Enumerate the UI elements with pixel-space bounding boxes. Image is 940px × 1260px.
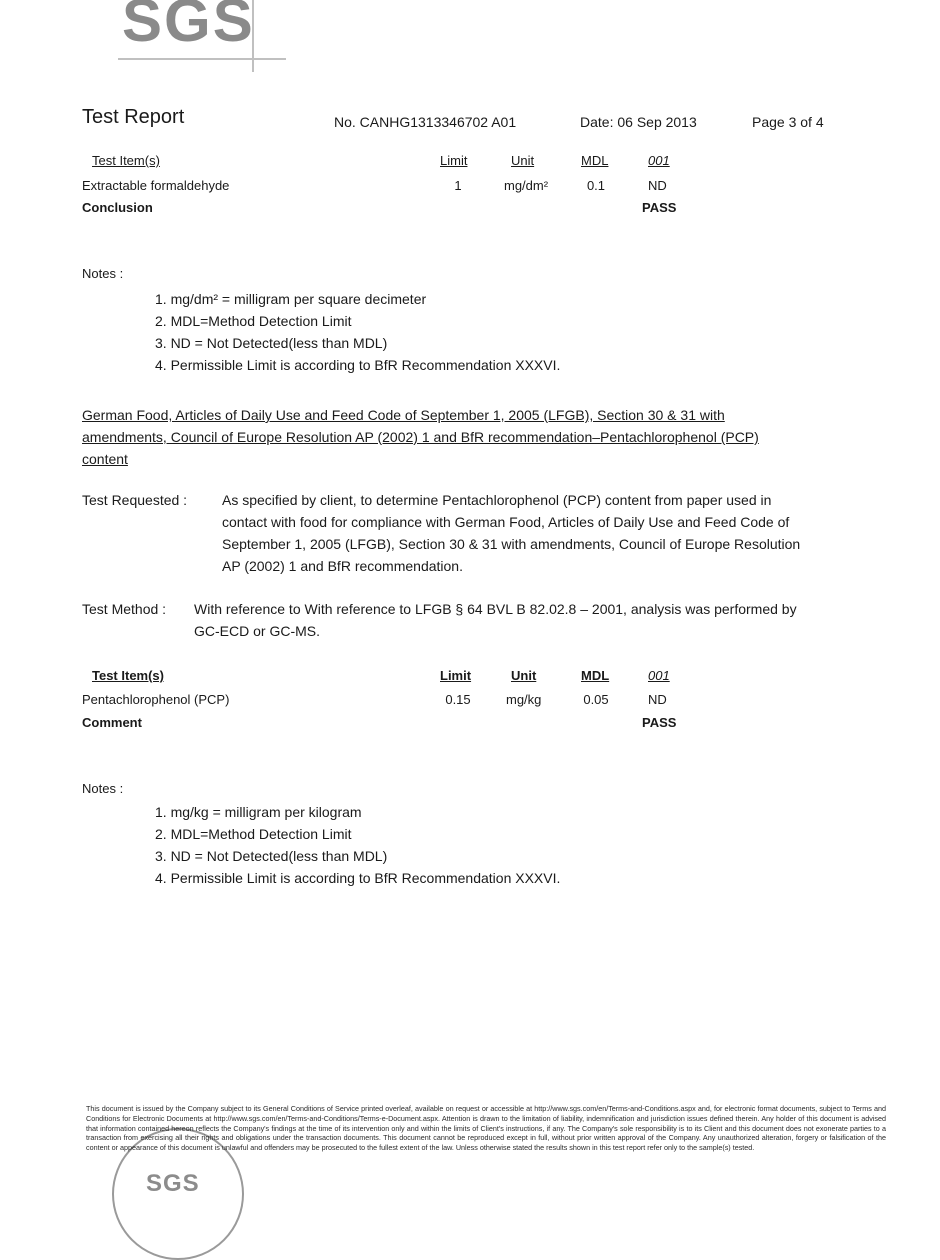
- table-row-unit: mg/dm²: [504, 178, 549, 193]
- table-row-item: Pentachlorophenol (PCP): [82, 692, 230, 707]
- text-line: GC-ECD or GC-MS.: [194, 623, 320, 639]
- col-header-unit: Unit: [511, 668, 537, 683]
- table-row-result: ND: [648, 178, 667, 193]
- notes-label: Notes :: [82, 266, 124, 281]
- note-item: 3. ND = Not Detected(less than MDL): [155, 848, 388, 864]
- section-heading: [82, 404, 759, 470]
- col-header-limit: Limit: [440, 668, 472, 683]
- test-method-text: [194, 598, 797, 642]
- notes-list: [155, 288, 560, 376]
- text-line: contact with food for compliance with German Food, Articles of Daily Use and Feed Code of: [222, 514, 790, 530]
- col-header-test-item: Test Item(s): [92, 153, 160, 168]
- section-heading-line: content: [82, 451, 128, 467]
- col-header-test-item: Test Item(s): [92, 668, 164, 683]
- table-row-unit: mg/kg: [506, 692, 542, 707]
- text-line: With reference to With reference to LFGB § 64 BVL B 82.02.8 – 2001, analysis was performed by: [194, 601, 797, 617]
- table-row-result: ND: [648, 692, 667, 707]
- table-row-limit: 0.15: [445, 692, 471, 707]
- test-method-label: Test Method :: [82, 601, 167, 617]
- col-header-limit: Limit: [440, 153, 468, 168]
- report-title: Test Report: [82, 106, 185, 128]
- col-header-sample: 001: [648, 668, 670, 683]
- section-heading-line: amendments, Council of Europe Resolution AP (2002) 1 and BfR recommendation–Pentachlorophenol (PCP): [82, 429, 759, 445]
- note-item: 2. MDL=Method Detection Limit: [155, 826, 352, 842]
- notes-list: [155, 801, 560, 889]
- col-header-mdl: MDL: [581, 153, 609, 168]
- conclusion-label: Conclusion: [82, 200, 153, 215]
- table-row-mdl: 0.1: [586, 178, 606, 193]
- col-header-unit: Unit: [511, 153, 535, 168]
- report-date: Date: 06 Sep 2013: [580, 114, 697, 130]
- text-line: As specified by client, to determine Pentachlorophenol (PCP) content from paper used in: [222, 492, 772, 508]
- section-heading-line: German Food, Articles of Daily Use and Feed Code of September 1, 2005 (LFGB), Section 30 & 31 with: [82, 407, 725, 423]
- test-requested-text: [222, 489, 800, 577]
- table-row-limit: 1: [454, 178, 462, 193]
- note-item: 4. Permissible Limit is according to BfR Recommendation XXXVI.: [155, 870, 561, 886]
- test-requested-label: Test Requested :: [82, 492, 188, 508]
- note-item: 4. Permissible Limit is according to BfR Recommendation XXXVI.: [155, 357, 561, 373]
- col-header-sample: 001: [648, 153, 670, 168]
- sgs-stamp-logo: SGS: [146, 1170, 200, 1197]
- comment-label: Comment: [82, 715, 142, 730]
- note-item: 1. mg/kg = milligram per kilogram: [155, 804, 362, 820]
- note-item: 1. mg/dm² = milligram per square decimeter: [155, 291, 427, 307]
- footer-disclaimer: This document is issued by the Company subject to its General Conditions of Service printed overleaf, available on request or accessible at http://www.sgs.com/en/Terms-and-Conditions.aspx and, for electronic format documents, subject to Terms and Conditions for Electronic Documents at http://www.sgs.com/en/Terms-and-Conditions/Terms-e-Document.aspx. Attention is drawn to the limitation of liability, indemnification and jurisdiction issues defined therein. Any holder of this document is advised that information contained hereon reflects the Company's findings at the time of its intervention only and within the limits of Client's instructions, if any. The Company's sole responsibility is to its Client and this document does not exonerate parties to a transaction from exercising all their rights and obligations under the transaction documents. This document cannot be reproduced except in full, without prior written approval of the Company. Any unauthorized alteration, forgery or falsification of the content or appearance of this document is unlawful and offenders may be prosecuted to the fullest extent of the law. Unless otherwise stated the results shown in this test report refer only to the sample(s) tested.: [86, 1104, 886, 1153]
- note-item: 3. ND = Not Detected(less than MDL): [155, 335, 388, 351]
- notes-label: Notes :: [82, 781, 124, 796]
- sgs-logo: SGS: [122, 0, 255, 54]
- page-number: Page 3 of 4: [752, 114, 824, 130]
- comment-value: PASS: [642, 715, 677, 730]
- table-row-item: Extractable formaldehyde: [82, 178, 230, 193]
- text-line: September 1, 2005 (LFGB), Section 30 & 31 with amendments, Council of Europe Resolution: [222, 536, 801, 552]
- text-line: AP (2002) 1 and BfR recommendation.: [222, 558, 463, 574]
- conclusion-value: PASS: [642, 200, 677, 215]
- table-row-mdl: 0.05: [583, 692, 609, 707]
- note-item: 2. MDL=Method Detection Limit: [155, 313, 352, 329]
- logo-divider-horizontal: [118, 58, 286, 60]
- report-number: No. CANHG1313346702 A01: [334, 114, 517, 130]
- col-header-mdl: MDL: [581, 668, 610, 683]
